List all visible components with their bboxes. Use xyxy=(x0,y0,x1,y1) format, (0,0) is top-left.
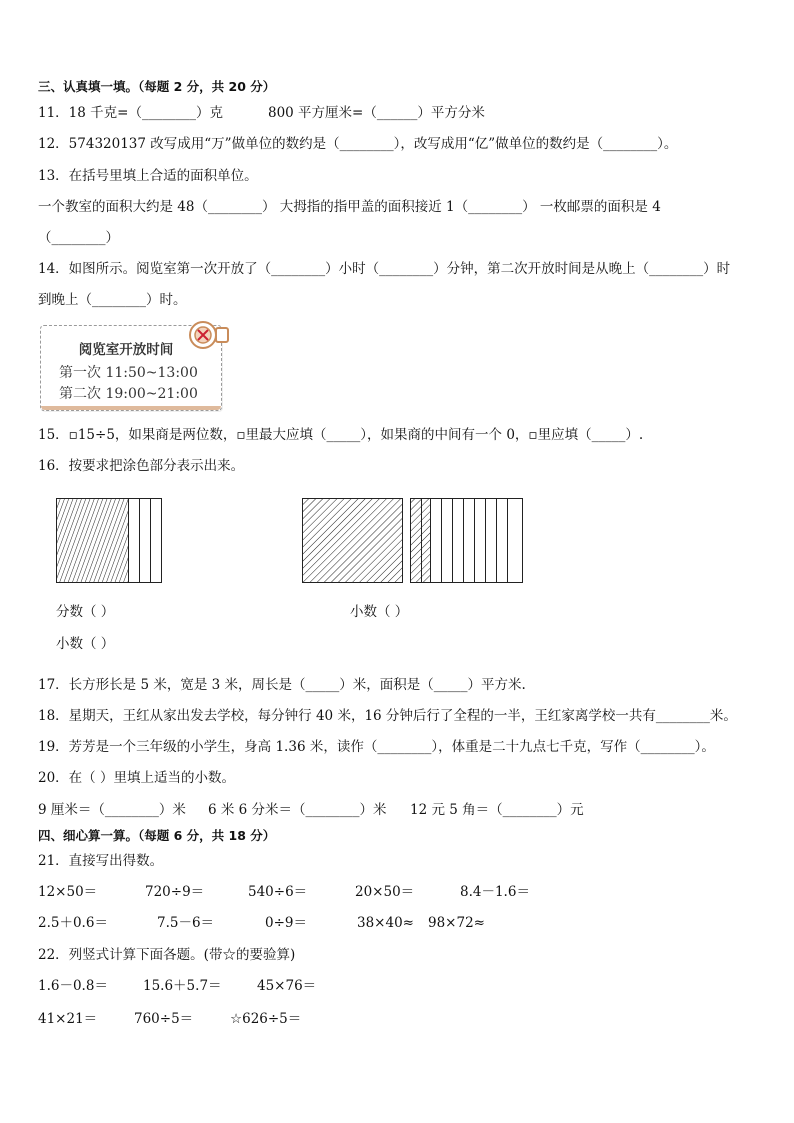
q13-stem: 13．在括号里填上合适的面积单位。 xyxy=(38,168,258,184)
notice-bottom-stripe xyxy=(41,406,221,410)
q20-part-a: 9 厘米＝（________）米 xyxy=(38,802,186,818)
q20-part-b: 6 米 6 分米＝（________）米 xyxy=(208,802,387,818)
q21-item: 8.4－1.6＝ xyxy=(460,884,530,900)
q21-item: 7.5－6＝ xyxy=(157,915,215,931)
q14-line2: 到晚上（________）时。 xyxy=(38,292,187,308)
q21-item: 720÷9＝ xyxy=(145,884,205,900)
q13-line1: 一个教室的面积大约是 48（________） 大拇指的指甲盖的面积接近 1（________） 一枚邮票的面积是 4 xyxy=(38,199,661,215)
q22-item: 45×76＝ xyxy=(257,978,317,994)
q12: 12．574320137 改写成用“万”做单位的数约是（________），改写成用“亿”做单位的数约是（________）。 xyxy=(38,136,678,152)
q21-item: 12×50＝ xyxy=(38,884,98,900)
q22-item: 760÷5＝ xyxy=(134,1011,194,1027)
q18: 18．星期天，王红从家出发去学校，每分钟行 40 米，16 分钟后行了全程的一半，王红家离学校一共有________米。 xyxy=(38,708,737,724)
q16-fraction-label: 分数（ ） xyxy=(56,604,115,620)
q16-left-strip-figure xyxy=(56,498,164,584)
q22-stem: 22．列竖式计算下面各题。(带☆的要验算) xyxy=(38,947,296,963)
q21-item: 540÷6＝ xyxy=(248,884,308,900)
q22-item: 1.6－0.8＝ xyxy=(38,978,108,994)
q11-part-a: 11．18 千克=（________）克 xyxy=(38,105,223,121)
q21-item: 38×40≈ xyxy=(357,915,414,931)
film-reel-icon xyxy=(186,318,232,352)
q21-stem: 21．直接写出得数。 xyxy=(38,853,164,869)
q17: 17．长方形长是 5 米，宽是 3 米，周长是（_____）米，面积是（_____）平方米. xyxy=(38,677,526,693)
q16-decimal-label-right: 小数（ ） xyxy=(350,604,409,620)
q21-item: 2.5＋0.6＝ xyxy=(38,915,108,931)
notice-row-1: 第一次 11:50~13:00 xyxy=(59,365,198,381)
q22-item: 15.6＋5.7＝ xyxy=(143,978,222,994)
section4-heading: 四、细心算一算。（每题 6 分，共 18 分） xyxy=(38,828,276,843)
q20-part-c: 12 元 5 角＝（________）元 xyxy=(410,802,584,818)
notice-row-2: 第二次 19:00~21:00 xyxy=(59,386,198,402)
section3-heading: 三、认真填一填。（每题 2 分，共 20 分） xyxy=(38,79,276,94)
q16-decimal-label-left: 小数（ ） xyxy=(56,636,115,652)
notice-title: 阅览室开放时间 xyxy=(78,342,174,358)
q22-item: 41×21＝ xyxy=(38,1011,98,1027)
q19: 19．芳芳是一个三年级的小学生，身高 1.36 米，读作（________），体重是二十九点七千克，写作（________）。 xyxy=(38,739,715,755)
q13-line2: （________） xyxy=(38,230,119,246)
q21-item: 20×50＝ xyxy=(355,884,415,900)
q21-item: 98×72≈ xyxy=(428,915,485,931)
q16-stem: 16．按要求把涂色部分表示出来。 xyxy=(38,458,245,474)
q16-right-grid-figure xyxy=(302,498,526,584)
q14-line1: 14．如图所示。阅览室第一次开放了（________）小时（________）分钟，第二次开放时间是从晚上（________）时 xyxy=(38,261,731,277)
q15: 15．▫15÷5，如果商是两位数，▫里最大应填（_____），如果商的中间有一个 0，▫里应填（_____）. xyxy=(38,427,644,443)
q22-item: ☆626÷5＝ xyxy=(230,1011,302,1027)
q21-item: 0÷9＝ xyxy=(265,915,307,931)
q20-stem: 20．在（ ）里填上适当的小数。 xyxy=(38,770,235,786)
q11-part-b: 800 平方厘米=（______）平方分米 xyxy=(268,105,485,121)
